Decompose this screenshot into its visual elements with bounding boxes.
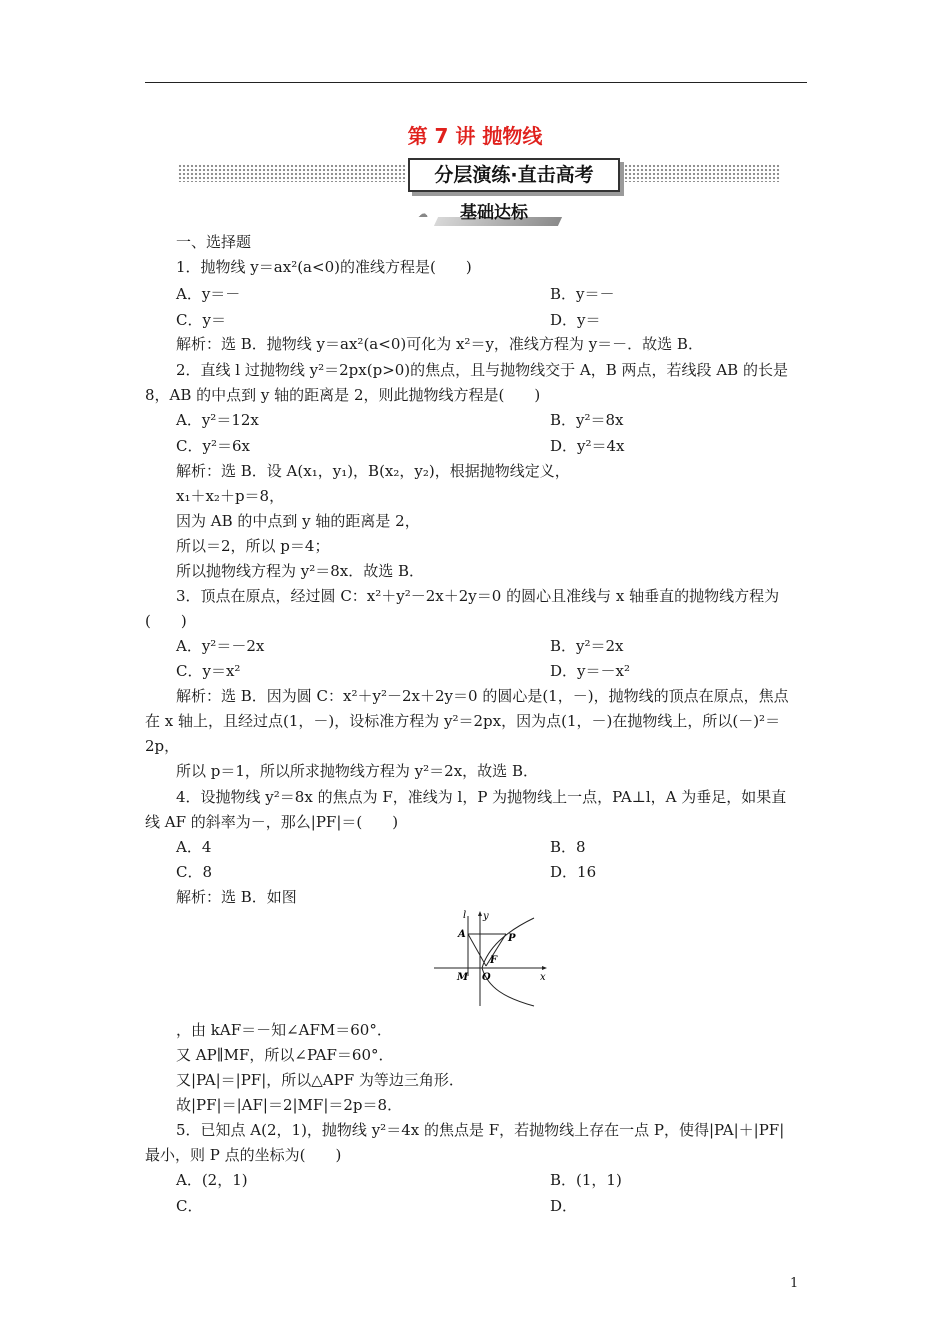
text-line: A．(2，1) xyxy=(176,1171,248,1189)
text-line: 最小，则 P 点的坐标为( ) xyxy=(145,1146,342,1164)
label-m: M xyxy=(457,972,469,983)
text-line: 解析：选 B．因为圆 C：x²＋y²－2x＋2y＝0 的圆心是(1，－)，抛物线的顶点在原点，焦点 xyxy=(176,687,789,705)
text-line: ( ) xyxy=(145,612,187,630)
sub-banner-label: 基础达标 xyxy=(460,203,528,223)
dotted-band-left xyxy=(178,164,406,182)
text-line: 2p， xyxy=(145,737,180,755)
text-line: D．y＝ xyxy=(550,311,601,329)
text-line: 所以＝2，所以 p＝4； xyxy=(176,537,330,555)
text-line: A．y＝－ xyxy=(176,285,241,303)
text-line: C．y＝ xyxy=(176,311,226,329)
text-line: 因为 AB 的中点到 y 轴的距离是 2， xyxy=(176,512,420,530)
text-line: 2．直线 l 过抛物线 y²＝2px(p>0)的焦点，且与抛物线交于 A，B 两点，若线段 AB 的长是 xyxy=(176,361,788,379)
text-line: B．y²＝2x xyxy=(550,637,624,655)
text-line: 故|PF|＝|AF|＝2|MF|＝2p＝8． xyxy=(176,1096,403,1114)
text-line: D．y²＝4x xyxy=(550,437,625,455)
label-f: F xyxy=(490,955,498,966)
sub-banner xyxy=(418,201,558,225)
label-a: A xyxy=(458,929,466,940)
section-banner: 分层演练·直击高考 xyxy=(408,158,620,192)
text-line: 解析：选 B．如图 xyxy=(176,888,297,906)
text-line: A．4 xyxy=(176,838,212,856)
text-line: ，由 kAF＝－知∠AFM＝60°． xyxy=(176,1021,392,1039)
text-line: C．y²＝6x xyxy=(176,437,250,455)
text-line: 3．顶点在原点，经过圆 C：x²＋y²－2x＋2y＝0 的圆心且准线与 x 轴垂直的抛物线方程为 xyxy=(176,587,780,605)
text-line: 线 AF 的斜率为－，那么|PF|＝( ) xyxy=(145,813,399,831)
label-x: x xyxy=(540,972,546,983)
page-title: 第 7 讲 抛物线 xyxy=(407,124,543,148)
text-line: 8，AB 的中点到 y 轴的距离是 2，则此抛物线方程是( ) xyxy=(145,386,541,404)
text-line: B．8 xyxy=(550,838,586,856)
decoration-mark-icon: ☁ xyxy=(418,209,428,220)
text-line: D． xyxy=(550,1197,578,1215)
text-line: D．16 xyxy=(550,863,597,881)
text-line: C．y＝x² xyxy=(176,662,241,680)
x-axis-arrow-icon xyxy=(542,966,547,970)
text-line: 又|PA|＝|PF|，所以△APF 为等边三角形． xyxy=(176,1071,464,1089)
text-line: 所以抛物线方程为 y²＝8x．故选 B． xyxy=(176,562,425,580)
text-line: A．y²＝12x xyxy=(176,411,259,429)
parabola-figure xyxy=(430,908,552,1010)
text-line: 在 x 轴上，且经过点(1，－)，设标准方程为 y²＝2px，因为点(1，－)在抛物线上，所以(－)²＝ xyxy=(145,712,781,730)
text-line: B．(1，1) xyxy=(550,1171,622,1189)
text-line: 4．设抛物线 y²＝8x 的焦点为 F，准线为 l，P 为抛物线上一点，PA⊥l，A 为垂足，如果直 xyxy=(176,788,787,806)
text-line: 解析：选 B．设 A(x₁，y₁)，B(x₂，y₂)，根据抛物线定义， xyxy=(176,462,570,480)
text-line: 解析：选 B．抛物线 y＝ax²(a<0)可化为 x²＝y，准线方程为 y＝－．故选 B． xyxy=(176,335,703,353)
y-axis-arrow-icon xyxy=(478,911,482,916)
text-line: x₁＋x₂＋p＝8， xyxy=(176,487,285,505)
text-line: B．y＝－ xyxy=(550,285,615,303)
page-number: 1 xyxy=(790,1276,799,1291)
text-line: 又 AP∥MF，所以∠PAF＝60°． xyxy=(176,1046,394,1064)
text-line: D．y＝－x² xyxy=(550,662,630,680)
top-rule xyxy=(145,82,807,83)
text-line: 一、选择题 xyxy=(176,233,252,251)
label-p: P xyxy=(508,933,516,944)
label-o: O xyxy=(482,972,491,983)
text-line: B．y²＝8x xyxy=(550,411,624,429)
text-line: A．y²＝－2x xyxy=(176,637,265,655)
text-line: 所以 p＝1，所以所求抛物线方程为 y²＝2x，故选 B． xyxy=(176,762,538,780)
text-line: C． xyxy=(176,1197,203,1215)
label-l: l xyxy=(463,910,467,921)
label-y: y xyxy=(483,911,489,922)
text-line: 5．已知点 A(2，1)，抛物线 y²＝4x 的焦点是 F，若抛物线上存在一点 P，使得|PA|＋|PF| xyxy=(176,1121,785,1139)
segment-af xyxy=(468,934,486,966)
dotted-band-right xyxy=(620,164,780,182)
text-line: C．8 xyxy=(176,863,213,881)
text-line: 1．抛物线 y＝ax²(a<0)的准线方程是( ) xyxy=(176,258,472,276)
